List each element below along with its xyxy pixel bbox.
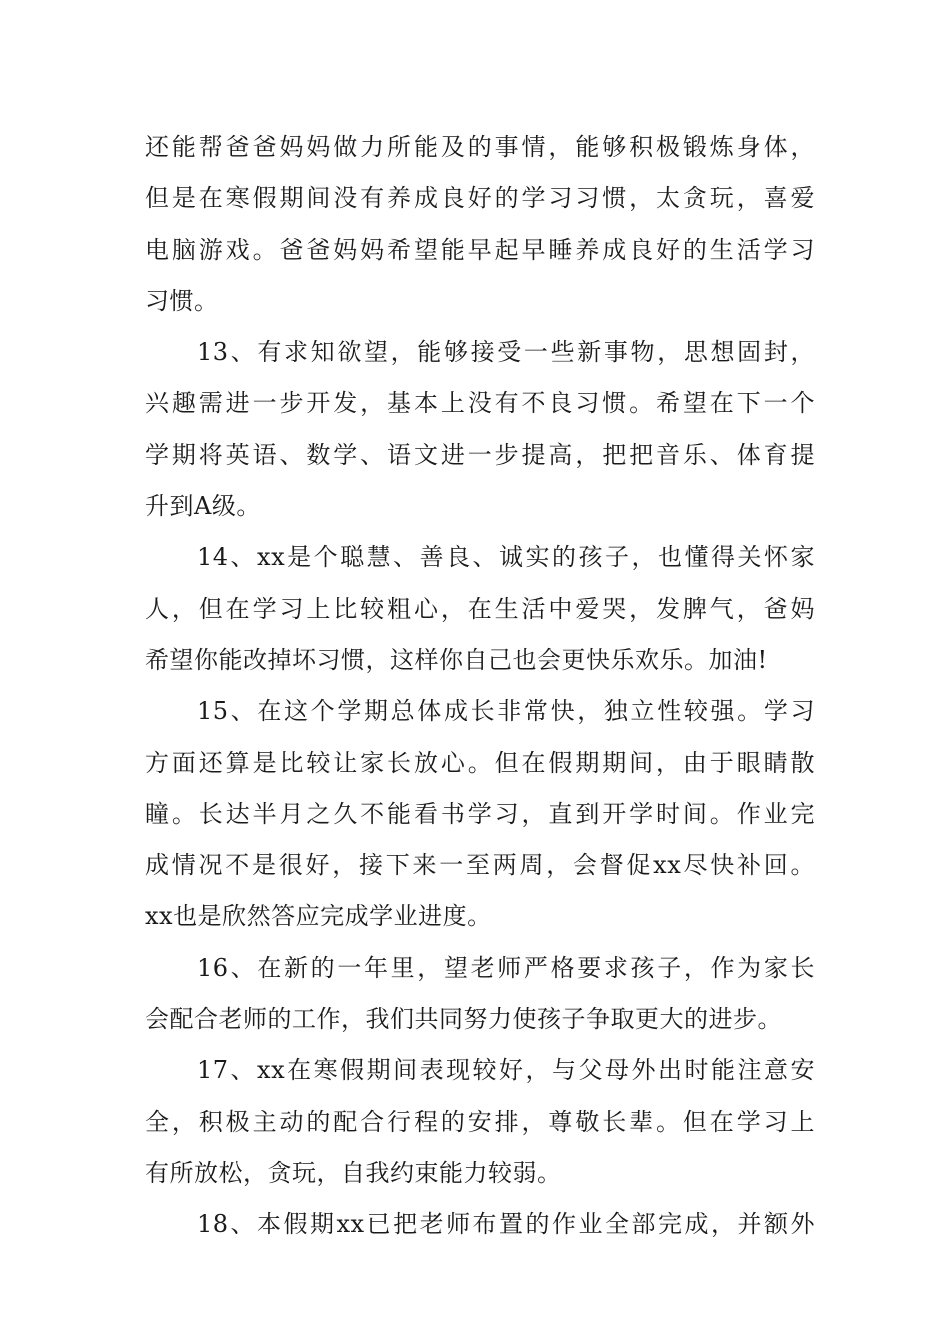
- text-line: 还能帮爸爸妈妈做力所能及的事情，能够积极锻炼身体，: [145, 133, 815, 161]
- text-line: 人，但在学习上比较粗心，在生活中爱哭，发脾气，爸妈: [145, 594, 815, 623]
- paragraph-15-first-line: 15、在这个学期总体成长非常快，独立性较强。学习: [197, 697, 815, 726]
- text-line: 成情况不是很好，接下来一至两周，会督促xx尽快补回。: [145, 851, 815, 880]
- text-line: 学期将英语、数学、语文进一步提高，把把音乐、体育提: [145, 440, 815, 469]
- text-line: 全，积极主动的配合行程的安排，尊敬长辈。但在学习上: [145, 1107, 815, 1136]
- text-line: 有所放松，贪玩，自我约束能力较弱。: [145, 1158, 562, 1187]
- paragraph-13-first-line: 13、有求知欲望，能够接受一些新事物，思想固封，: [197, 338, 815, 367]
- document-body: [145, 122, 815, 1251]
- text-line: 方面还算是比较让家长放心。但在假期期间，由于眼睛散: [145, 748, 815, 777]
- text-line: 升到A级。: [145, 492, 261, 521]
- paragraph-14-first-line: 14、xx是个聪慧、善良、诚实的孩子，也懂得关怀家: [197, 543, 815, 572]
- text-line: 会配合老师的工作，我们共同努力使孩子争取更大的进步。: [145, 1005, 782, 1034]
- text-line: 希望你能改掉坏习惯，这样你自己也会更快乐欢乐。加油!: [145, 645, 768, 674]
- text-line: 习惯。: [145, 286, 219, 315]
- paragraph-17-first-line: 17、xx在寒假期间表现较好，与父母外出时能注意安: [197, 1056, 815, 1085]
- paragraph-16-first-line: 16、在新的一年里，望老师严格要求孩子，作为家长: [197, 953, 815, 982]
- text-line: xx也是欣然答应完成学业进度。: [145, 902, 492, 931]
- paragraph-18-first-line: 18、本假期xx已把老师布置的作业全部完成，并额外: [197, 1210, 815, 1239]
- text-line: 兴趣需进一步开发，基本上没有不良习惯。希望在下一个: [145, 389, 815, 418]
- text-line: 电脑游戏。爸爸妈妈希望能早起早睡养成良好的生活学习: [145, 235, 815, 264]
- text-line: 但是在寒假期间没有养成良好的学习习惯，太贪玩，喜爱: [145, 184, 815, 213]
- text-line: 瞳。长达半月之久不能看书学习，直到开学时间。作业完: [145, 799, 815, 828]
